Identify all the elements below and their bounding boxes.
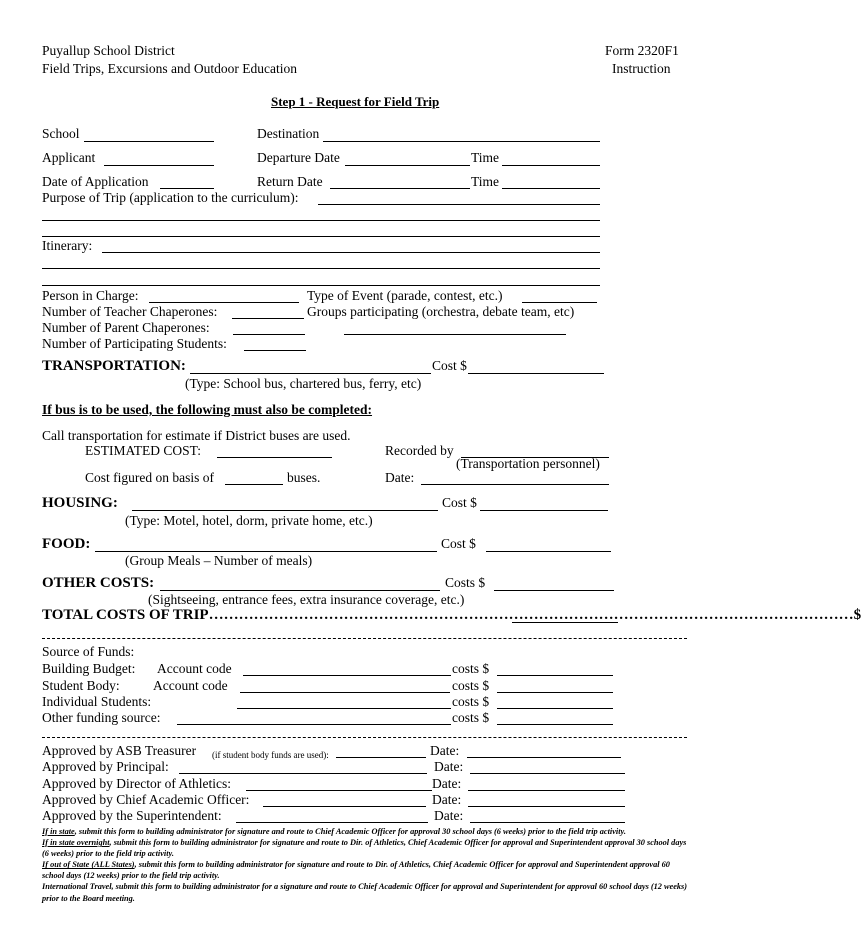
principal-date-label: Date: bbox=[434, 759, 464, 774]
building-account-code-label: Account code bbox=[157, 661, 232, 676]
asb-signature-field[interactable] bbox=[336, 757, 426, 758]
transportation-label: TRANSPORTATION: bbox=[42, 358, 186, 374]
teacher-chaperones-field[interactable] bbox=[232, 318, 304, 319]
building-costs-label: costs $ bbox=[452, 661, 490, 676]
itinerary-label: Itinerary: bbox=[42, 238, 93, 253]
student-body-label: Student Body: bbox=[42, 678, 120, 693]
bus-call-note: Call transportation for estimate if District buses are used. bbox=[42, 428, 351, 443]
participating-students-field[interactable] bbox=[244, 350, 306, 351]
form-subtitle: Field Trips, Excursions and Outdoor Education bbox=[42, 61, 297, 76]
return-date-field[interactable] bbox=[330, 188, 470, 189]
date-of-application-field[interactable] bbox=[160, 188, 214, 189]
other-funding-field[interactable] bbox=[177, 724, 451, 725]
applicant-field[interactable] bbox=[104, 165, 214, 166]
type-of-event-label: Type of Event (parade, contest, etc.) bbox=[307, 288, 503, 303]
purpose-line-3[interactable] bbox=[42, 236, 600, 237]
destination-field[interactable] bbox=[323, 141, 600, 142]
groups-participating-field[interactable] bbox=[344, 334, 566, 335]
form-type: Instruction bbox=[612, 61, 671, 76]
student-costs-field[interactable] bbox=[497, 692, 613, 693]
source-of-funds-label: Source of Funds: bbox=[42, 644, 135, 659]
section-divider-1 bbox=[42, 638, 687, 639]
other-funding-costs-field[interactable] bbox=[497, 724, 613, 725]
departure-date-field[interactable] bbox=[345, 165, 470, 166]
cost-basis-label: Cost figured on basis of bbox=[85, 470, 214, 485]
athletics-date-label: Date: bbox=[432, 776, 462, 791]
asb-date-field[interactable] bbox=[467, 757, 621, 758]
parent-chaperones-label: Number of Parent Chaperones: bbox=[42, 320, 210, 335]
building-account-code-field[interactable] bbox=[243, 675, 451, 676]
athletics-approval-label: Approved by Director of Athletics: bbox=[42, 776, 231, 791]
recorded-by-label: Recorded by bbox=[385, 443, 454, 458]
total-costs-label: TOTAL COSTS OF TRIP…………………………………………………………………………………………………………………$ bbox=[42, 607, 861, 623]
destination-label: Destination bbox=[257, 126, 320, 141]
housing-field[interactable] bbox=[132, 510, 438, 511]
athletics-date-field[interactable] bbox=[468, 790, 625, 791]
step-title: Step 1 - Request for Field Trip bbox=[271, 94, 440, 109]
other-costs-note: (Sightseeing, entrance fees, extra insurance coverage, etc.) bbox=[148, 592, 465, 607]
teacher-chaperones-label: Number of Teacher Chaperones: bbox=[42, 304, 218, 319]
itinerary-line-3[interactable] bbox=[42, 285, 600, 286]
principal-signature-field[interactable] bbox=[179, 773, 427, 774]
other-costs-field[interactable] bbox=[160, 590, 440, 591]
cao-signature-field[interactable] bbox=[263, 806, 426, 807]
transportation-type-note: (Type: School bus, chartered bus, ferry, etc) bbox=[185, 376, 422, 391]
food-cost-label: Cost $ bbox=[441, 536, 476, 551]
overnight-text: , submit this form to building administrator for signature and route to Dir. of Athletics, Chief Academic Officer for approval and Superintendent approval 30 school days (6 weeks) prior to the field trip activity. bbox=[42, 838, 687, 859]
return-time-field[interactable] bbox=[502, 188, 600, 189]
estimated-cost-label: ESTIMATED COST: bbox=[85, 443, 201, 458]
bus-date-field[interactable] bbox=[421, 484, 609, 485]
individual-costs-label: costs $ bbox=[452, 694, 490, 709]
overnight-lead: If in state overnight bbox=[42, 838, 110, 848]
housing-cost-field[interactable] bbox=[480, 510, 608, 511]
out-of-state-lead: If out of State (ALL States) bbox=[42, 860, 135, 870]
transportation-field[interactable] bbox=[190, 373, 431, 374]
overnight-note bbox=[42, 837, 692, 859]
purpose-line-2[interactable] bbox=[42, 220, 600, 221]
student-account-code-label: Account code bbox=[153, 678, 228, 693]
applicant-label: Applicant bbox=[42, 150, 96, 165]
transportation-cost-field[interactable] bbox=[468, 373, 604, 374]
school-label: School bbox=[42, 126, 80, 141]
superintendent-date-field[interactable] bbox=[470, 822, 625, 823]
in-state-note bbox=[42, 826, 692, 837]
participating-students-label: Number of Participating Students: bbox=[42, 336, 227, 351]
transportation-cost-label: Cost $ bbox=[432, 358, 467, 373]
asb-date-label: Date: bbox=[430, 743, 460, 758]
other-costs-cost-field[interactable] bbox=[494, 590, 614, 591]
individual-students-field[interactable] bbox=[237, 708, 451, 709]
housing-cost-label: Cost $ bbox=[442, 495, 477, 510]
other-costs-cost-label: Costs $ bbox=[445, 575, 486, 590]
date-of-application-label: Date of Application bbox=[42, 174, 149, 189]
purpose-label: Purpose of Trip (application to the curriculum): bbox=[42, 190, 299, 205]
housing-type-note: (Type: Motel, hotel, dorm, private home, etc.) bbox=[125, 513, 373, 528]
student-account-code-field[interactable] bbox=[240, 692, 450, 693]
parent-chaperones-field[interactable] bbox=[233, 334, 305, 335]
individual-students-label: Individual Students: bbox=[42, 694, 152, 709]
food-label: FOOD: bbox=[42, 536, 91, 552]
superintendent-date-label: Date: bbox=[434, 808, 464, 823]
student-costs-label: costs $ bbox=[452, 678, 490, 693]
return-time-label: Time bbox=[471, 174, 500, 189]
return-date-label: Return Date bbox=[257, 174, 323, 189]
building-costs-field[interactable] bbox=[497, 675, 613, 676]
other-funding-label: Other funding source: bbox=[42, 710, 161, 725]
type-of-event-field[interactable] bbox=[522, 302, 597, 303]
section-divider-2 bbox=[42, 737, 687, 738]
departure-date-label: Departure Date bbox=[257, 150, 340, 165]
asb-approval-label: Approved by ASB Treasurer bbox=[42, 743, 197, 758]
principal-date-field[interactable] bbox=[470, 773, 625, 774]
superintendent-signature-field[interactable] bbox=[236, 822, 428, 823]
housing-label: HOUSING: bbox=[42, 495, 118, 511]
cao-approval-label: Approved by Chief Academic Officer: bbox=[42, 792, 250, 807]
athletics-signature-field[interactable] bbox=[246, 790, 432, 791]
estimated-cost-field[interactable] bbox=[217, 457, 332, 458]
form-number: Form 2320F1 bbox=[605, 43, 679, 58]
food-cost-field[interactable] bbox=[486, 551, 611, 552]
bus-date-label: Date: bbox=[385, 470, 415, 485]
food-field[interactable] bbox=[95, 551, 437, 552]
person-in-charge-field[interactable] bbox=[149, 302, 299, 303]
superintendent-approval-label: Approved by the Superintendent: bbox=[42, 808, 222, 823]
person-in-charge-label: Person in Charge: bbox=[42, 288, 139, 303]
in-state-text: , submit this form to building administrator for signature and route to Chief Academic Officer for approval 30 school days (6 weeks) prior to the field trip activity. bbox=[74, 827, 626, 836]
out-of-state-text: , submit this form to building administrator for signature and route to Dir. of Athletics, Chief Academic Officer for approval and Superintendent approval 60 school days (12 weeks) prior to the field trip activity. bbox=[42, 860, 670, 881]
building-budget-label: Building Budget: bbox=[42, 661, 136, 676]
out-of-state-note bbox=[42, 859, 692, 881]
principal-approval-label: Approved by Principal: bbox=[42, 759, 169, 774]
asb-approval-note: (if student body funds are used): bbox=[212, 750, 329, 760]
buses-label: buses. bbox=[287, 470, 321, 485]
international-note: International Travel, submit this form to building administrator for a signature and route to Chief Academic Officer for approval and Superintendent for approval 60 school days (12 weeks) prior to the Board meeting. bbox=[42, 882, 688, 903]
total-costs-field[interactable] bbox=[512, 622, 618, 623]
cao-date-field[interactable] bbox=[468, 806, 625, 807]
itinerary-line-2[interactable] bbox=[42, 268, 600, 269]
district-name: Puyallup School District bbox=[42, 43, 175, 58]
bus-section-heading: If bus is to be used, the following must also be completed: bbox=[42, 402, 373, 417]
itinerary-field[interactable] bbox=[102, 252, 600, 253]
purpose-field[interactable] bbox=[318, 204, 600, 205]
cao-date-label: Date: bbox=[432, 792, 462, 807]
food-meals-note: (Group Meals – Number of meals) bbox=[125, 553, 313, 568]
other-funding-costs-label: costs $ bbox=[452, 710, 490, 725]
groups-participating-label: Groups participating (orchestra, debate team, etc) bbox=[307, 304, 575, 319]
departure-time-field[interactable] bbox=[502, 165, 600, 166]
transport-personnel-note: (Transportation personnel) bbox=[456, 456, 600, 471]
individual-costs-field[interactable] bbox=[497, 708, 613, 709]
routing-instructions bbox=[42, 826, 692, 904]
in-state-lead: If in state bbox=[42, 827, 75, 836]
other-costs-label: OTHER COSTS: bbox=[42, 575, 155, 591]
school-field[interactable] bbox=[84, 141, 214, 142]
cost-basis-field[interactable] bbox=[225, 484, 283, 485]
departure-time-label: Time bbox=[471, 150, 500, 165]
